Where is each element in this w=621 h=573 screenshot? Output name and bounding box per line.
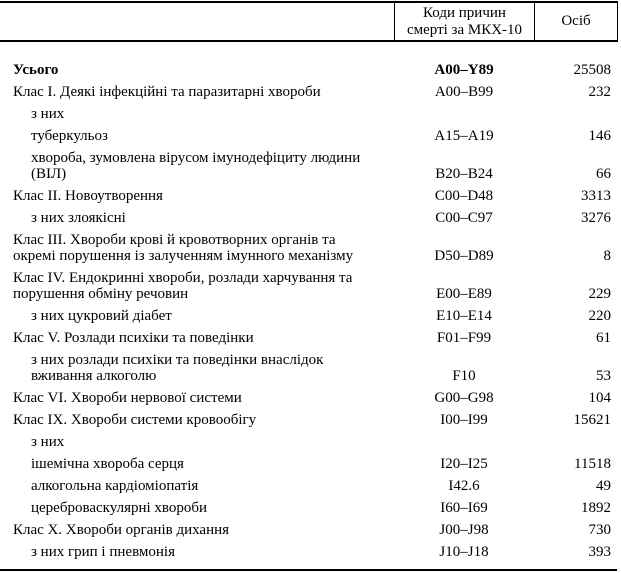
row-code: I42.6 <box>448 478 480 494</box>
row-value: 104 <box>588 390 611 406</box>
row-label <box>0 150 394 182</box>
row-label <box>0 390 394 406</box>
table-row <box>0 330 617 346</box>
row-label-line: з них <box>31 434 65 450</box>
header-persons-column-title <box>534 3 617 40</box>
row-label-line: ішемічна хвороба серця <box>31 456 184 472</box>
row-code: D50–D89 <box>434 248 494 264</box>
row-label <box>0 62 394 78</box>
row-label <box>0 500 394 516</box>
row-label-line: Клас I. Деякі інфекційні та паразитарні хвороби <box>13 84 321 100</box>
row-label <box>0 210 394 226</box>
row-label-line: (ВІЛ) <box>31 166 67 182</box>
row-label-line: з них цукровий діабет <box>31 308 172 324</box>
row-value: 11518 <box>574 456 611 472</box>
header-empty-cell <box>0 3 394 40</box>
row-label-line: вживання алкоголю <box>31 368 157 384</box>
row-value: 3313 <box>581 188 611 204</box>
row-label-line: цереброваскулярні хвороби <box>31 500 208 516</box>
row-label-line: з них <box>31 106 65 122</box>
row-code: I60–I69 <box>440 500 488 516</box>
row-label-line: з них розлади психіки та поведінки внаслідок <box>31 352 324 368</box>
row-label <box>0 330 394 346</box>
row-label-line: хвороба, зумовлена вірусом імунодефіциту людини <box>31 150 361 166</box>
table-row <box>0 544 617 560</box>
table-row <box>0 62 617 78</box>
table-row <box>0 478 617 494</box>
row-label-line: Клас X. Хвороби органів дихання <box>13 522 230 538</box>
row-code: E00–E89 <box>436 286 492 302</box>
table-row <box>0 500 617 516</box>
row-code: C00–C97 <box>435 210 493 226</box>
row-label <box>0 84 394 100</box>
row-label <box>0 456 394 472</box>
row-label-line: окремі порушення із залученням імунного механізму <box>13 248 354 264</box>
row-code: J10–J18 <box>439 544 489 560</box>
table-row <box>0 412 617 428</box>
table-row <box>0 456 617 472</box>
row-value: 232 <box>588 84 611 100</box>
table-row <box>0 128 617 144</box>
row-value: 25508 <box>573 62 611 78</box>
header-code-line2: смерті за МКХ-10 <box>406 21 523 38</box>
row-label-line: Клас V. Розлади психіки та поведінки <box>13 330 254 346</box>
table-row <box>0 270 617 302</box>
row-label-line: Клас II. Новоутворення <box>13 188 163 204</box>
table-row <box>0 150 617 182</box>
row-code: I00–I99 <box>440 412 488 428</box>
table-row <box>0 352 617 384</box>
table-row <box>0 390 617 406</box>
row-label <box>0 188 394 204</box>
row-label <box>0 522 394 538</box>
row-label-line: порушення обміну речовин <box>13 286 189 302</box>
row-code: A00–Y89 <box>434 62 494 78</box>
table-row <box>0 308 617 324</box>
table-row <box>0 232 617 264</box>
row-code: J00–J98 <box>439 522 489 538</box>
header-code-line1: Коди причин <box>423 4 506 21</box>
row-label-line: з них грип і пневмонія <box>31 544 175 560</box>
row-label-line: алкогольна кардіоміопатія <box>31 478 199 494</box>
row-code: I20–I25 <box>440 456 488 472</box>
row-label <box>0 412 394 428</box>
row-value: 220 <box>588 308 611 324</box>
row-value: 3276 <box>581 210 611 226</box>
table-row <box>0 188 617 204</box>
row-label-line: Клас IV. Ендокринні хвороби, розлади харчування та <box>13 270 353 286</box>
table-row <box>0 106 617 122</box>
row-code: E10–E14 <box>436 308 492 324</box>
row-value: 53 <box>596 368 611 384</box>
row-code: B20–B24 <box>435 166 493 182</box>
row-label <box>0 270 394 302</box>
header-code-column-title <box>394 3 534 40</box>
row-label-line: Усього <box>13 62 59 78</box>
table-row <box>0 84 617 100</box>
header-persons-label: Осіб <box>561 13 591 29</box>
row-label-line: Клас III. Хвороби крові й кровотворних органів та <box>13 232 336 248</box>
row-code: A15–A19 <box>434 128 494 144</box>
row-code: F10 <box>452 368 476 384</box>
row-label <box>0 434 394 450</box>
row-label <box>0 106 394 122</box>
row-value: 49 <box>596 478 611 494</box>
table-bottom-rule <box>0 569 617 571</box>
table-body <box>0 41 617 560</box>
row-label <box>0 544 394 560</box>
table-header <box>0 1 618 42</box>
row-value: 15621 <box>573 412 611 428</box>
row-value: 61 <box>596 330 611 346</box>
row-value: 730 <box>588 522 611 538</box>
row-value: 393 <box>588 544 611 560</box>
row-code: A00–B99 <box>434 84 494 100</box>
table-row <box>0 434 617 450</box>
row-value: 229 <box>588 286 611 302</box>
row-label-line: туберкульоз <box>31 128 108 144</box>
row-label-line: з них злоякісні <box>31 210 126 226</box>
row-label-line: Клас IX. Хвороби системи кровообігу <box>13 412 257 428</box>
row-value: 1892 <box>581 500 611 516</box>
row-code: G00–G98 <box>434 390 494 406</box>
row-label <box>0 352 394 384</box>
row-code: F01–F99 <box>436 330 492 346</box>
row-label <box>0 128 394 144</box>
row-label <box>0 308 394 324</box>
row-value: 66 <box>596 166 611 182</box>
row-code: C00–D48 <box>434 188 494 204</box>
row-label-line: Клас VI. Хвороби нервової системи <box>13 390 242 406</box>
table-row <box>0 210 617 226</box>
row-value: 146 <box>588 128 611 144</box>
row-label <box>0 478 394 494</box>
table-row <box>0 522 617 538</box>
row-value: 8 <box>603 248 611 264</box>
row-label <box>0 232 394 264</box>
